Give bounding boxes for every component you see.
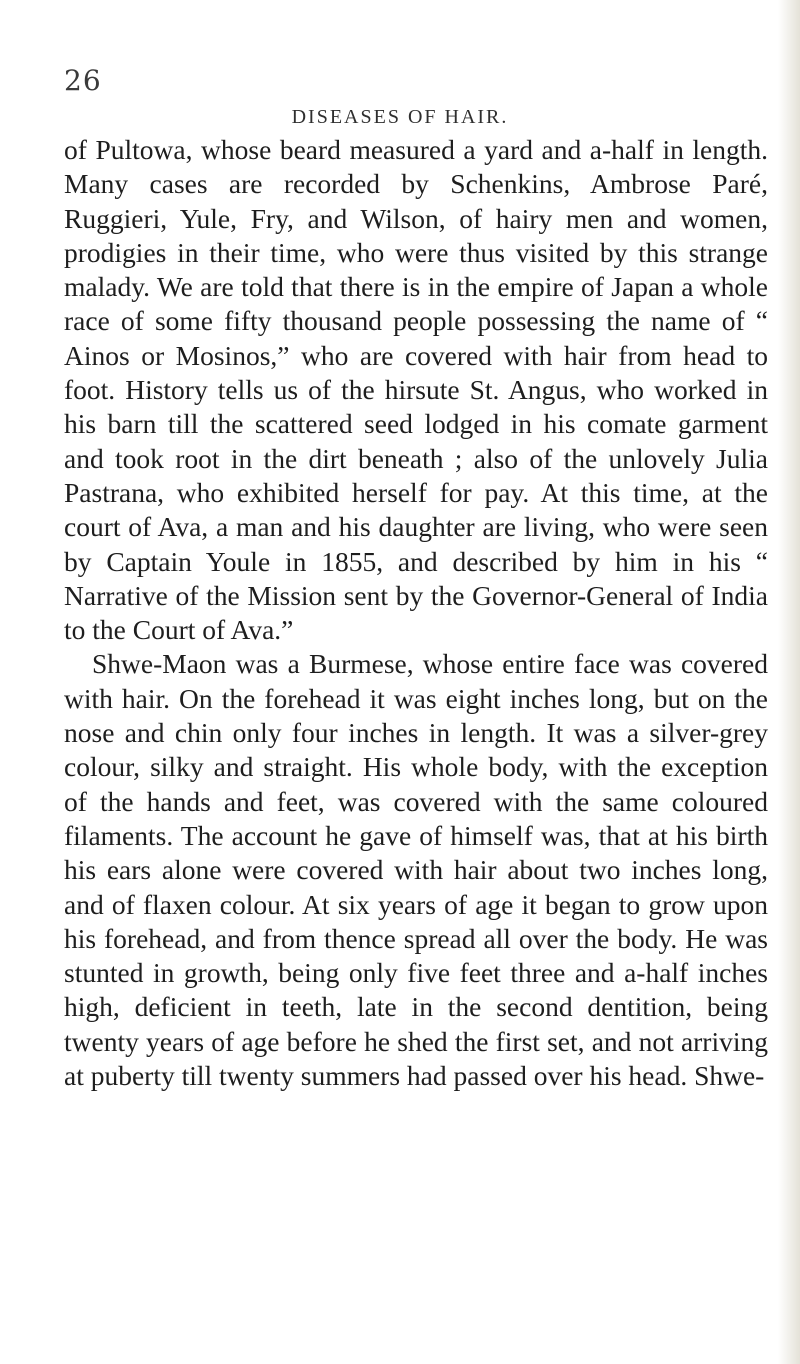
page-number: 26 xyxy=(64,64,102,97)
page-edge-shadow xyxy=(778,0,800,1364)
body-text xyxy=(64,133,768,1093)
paragraph-1: of Pultowa, whose beard measured a yard and a-half in length. Many cases are recorded by Schenkins, Ambrose Paré, Ruggieri, Yule, Fry, and Wilson, of hairy men and women, prodigies in their time, who were thus visited by this strange malady. We are told that there is in the empire of Japan a whole race of some fifty thousand people possessing the name of “ Ainos or Mosinos,” who are covered with hair from head to foot. History tells us of the hirsute St. Angus, who worked in his barn till the scattered seed lodged in his comate garment and took root in the dirt beneath ; also of the unlovely Julia Pastrana, who exhibited herself for pay. At this time, at the court of Ava, a man and his daughter are living, who were seen by Captain Youle in 1855, and described by him in his “ Narrative of the Mission sent by the Governor-General of India to the Court of Ava.” xyxy=(64,134,768,646)
paragraph-2: Shwe-Maon was a Burmese, whose entire face was covered with hair. On the forehead it was eight inches long, but on the nose and chin only four inches in length. It was a silver-grey colour, silky and straight. His whole body, with the exception of the hands and feet, was covered with the same coloured filaments. The account he gave of himself was, that at his birth his ears alone were covered with hair about two inches long, and of flaxen colour. At six years of age it began to grow upon his forehead, and from thence spread all over the body. He was stunted in growth, being only five feet three and a-half inches high, deficient in teeth, late in the second dentition, being twenty years of age before he shed the first set, and not arriving at puberty till twenty summers had passed over his head. Shwe- xyxy=(64,648,768,1092)
running-head: DISEASES OF HAIR. xyxy=(291,106,509,128)
